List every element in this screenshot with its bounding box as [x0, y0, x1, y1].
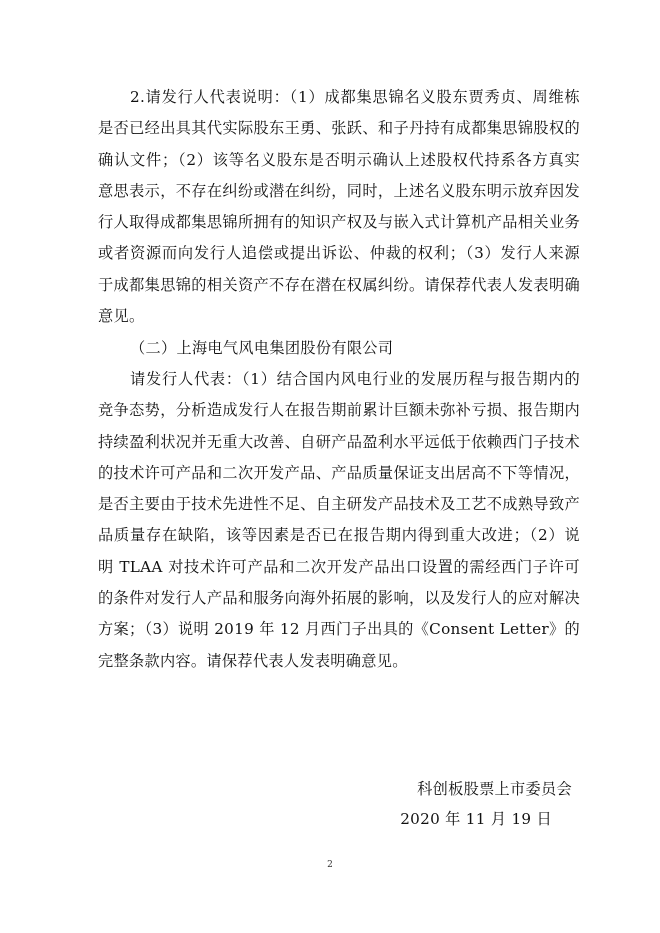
paragraph-item-2: 2.请发行人代表说明：（1）成都集思锦名义股东贾秀贞、周维栋是否已经出具其代实际股东王勇、张跃、和子丹持有成都集思锦股权的确认文件；（2）该等名义股东是否明示确认上述股权代持系各方真实意思表示，不存在纠纷或潜在纠纷，同时，上述名义股东明示放弃因发行人取得成都集思锦所拥有的知识产权及与嵌入式计算机产品相关业务或者资源而向发行人追偿或提出诉讼、仲裁的权利；（3）发行人来源于成都集思锦的相关资产不存在潜在权属纠纷。请保荐代表人发表明确意见。 [98, 88, 580, 326]
paragraph-issuer-questions: 请发行人代表：（1）结合国内风电行业的发展历程与报告期内的竞争态势，分析造成发行人在报告期前累计巨额未弥补亏损、报告期内持续盈利状况并无重大改善、自研产品盈利水平远低于依赖西门子技术的技术许可产品和二次开发产品、产品质量保证支出居高不下等情况，是否主要由于技术先进性不足、自主研发产品技术及工艺不成熟导致产品质量存在缺陷，该等因素是否已在报告期内得到重大改进；（2）说明 TLAA 对技术许可产品和二次开发产品出口设置的需经西门子许可的条件对发行人产品和服务向海外拓展的影响，以及发行人的应对解决方案；（3）说明 2019 年 12 月西门子出具的《Consent Letter》的完整条款内容。请保荐代表人发表明确意见。 [98, 370, 580, 670]
signature-organization: 科创板股票上市委员会 [417, 780, 572, 798]
page-number: 2 [327, 860, 333, 870]
section-heading-shanghai-electric-wind-power: （二）上海电气风电集团股份有限公司 [130, 339, 394, 357]
signature-date: 2020 年 11 月 19 日 [400, 810, 552, 828]
